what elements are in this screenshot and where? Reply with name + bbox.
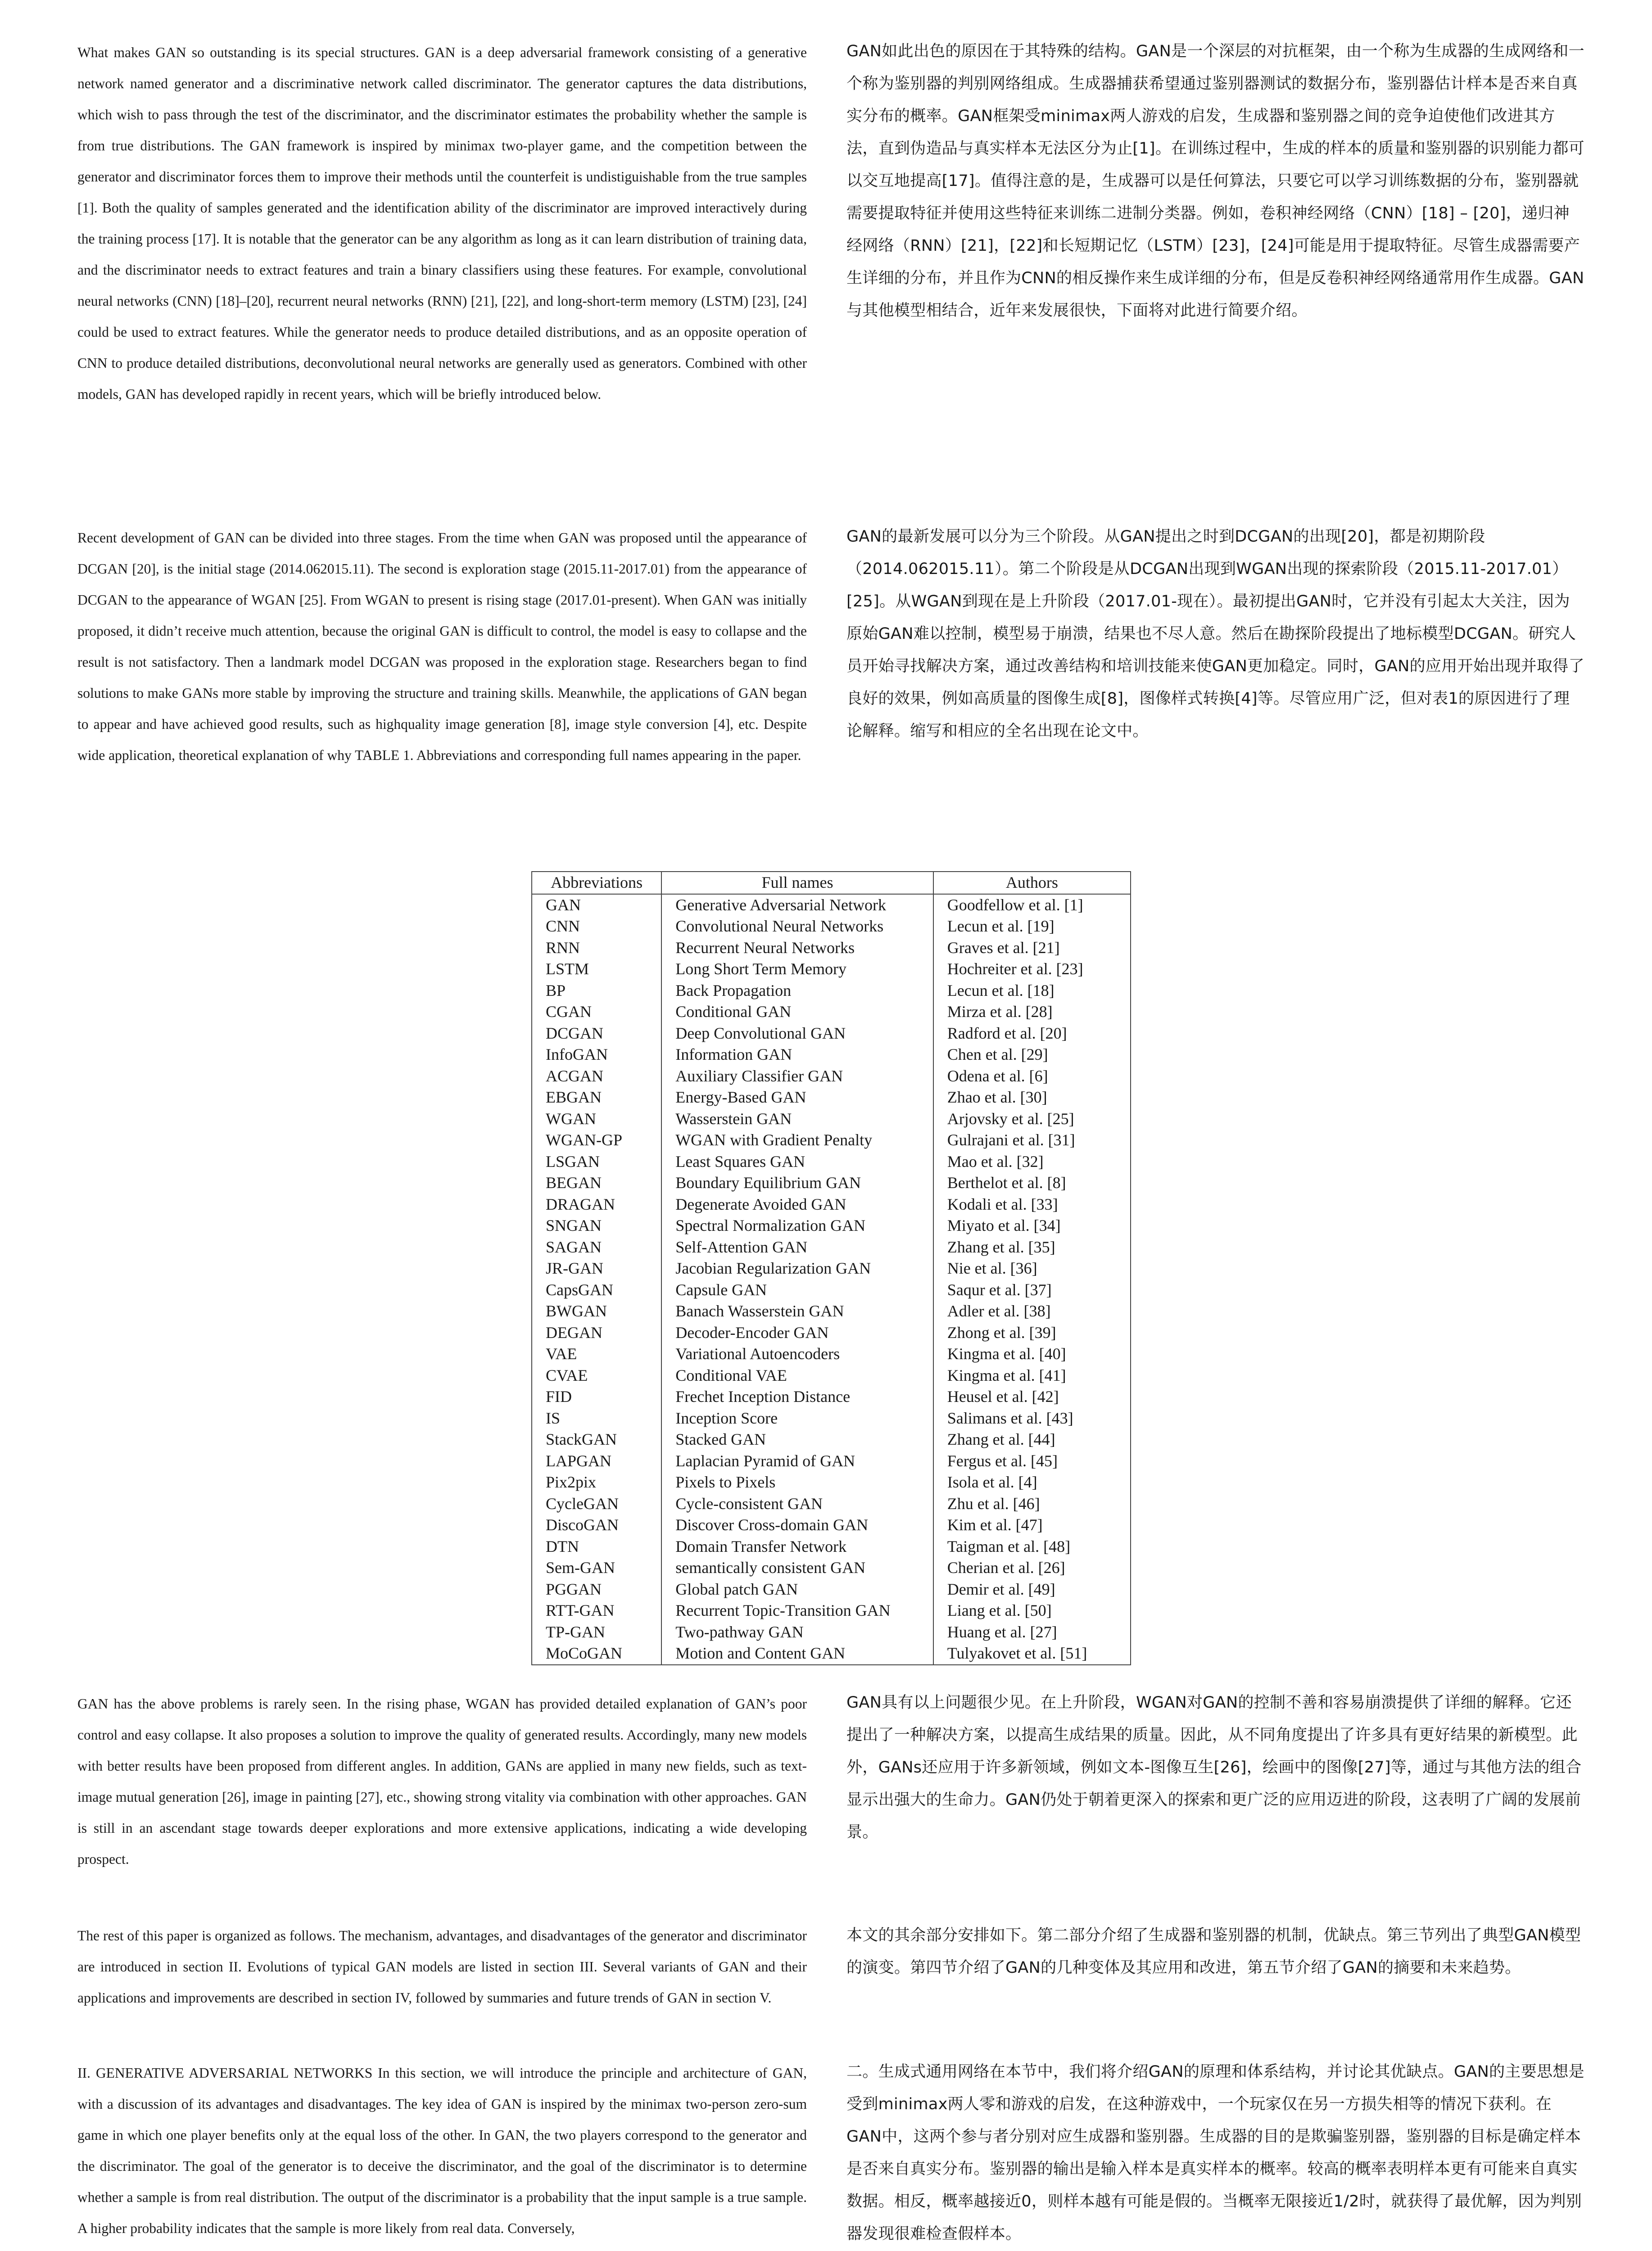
cell-full-name: Domain Transfer Network xyxy=(661,1536,933,1558)
cell-author: Kingma et al. [41] xyxy=(947,1366,1066,1384)
cell-author: Tulyakovet et al. [51] xyxy=(947,1644,1087,1662)
cell-full-name: Conditional VAE xyxy=(661,1365,933,1387)
cell-abbreviation: GAN xyxy=(532,894,661,916)
cell-abbreviation: InfoGAN xyxy=(532,1044,661,1066)
cell-author: Demir et al. [49] xyxy=(947,1580,1055,1598)
cell-full-name: Degenerate Avoided GAN xyxy=(661,1194,933,1216)
table-row xyxy=(532,1493,1131,1515)
paragraph-en-3: GAN has the above problems is rarely seen. In the rising phase, WGAN has provided detailed explanation of GAN’s poor control and easy collapse. It also proposes a solution to improve the quality of generated results. Accordingly, many new models with better results have been proposed from different angles. In addition, GANs are applied in many new fields, such as text-image mutual generation [26], image in painting [27], etc., showing strong vitality via combination with other approaches. GAN is still in an ascendant stage towards deeper explorations and more extensive applications, indicating a wide developing prospect. xyxy=(77,1696,807,1867)
cell-full-name: Energy-Based GAN xyxy=(661,1087,933,1108)
table-row xyxy=(532,1557,1131,1579)
table-row xyxy=(532,1108,1131,1130)
cell-full-name: Long Short Term Memory xyxy=(661,958,933,980)
table-row xyxy=(532,1536,1131,1558)
cell-author: Zhang et al. [35] xyxy=(947,1238,1055,1256)
table-row xyxy=(532,1172,1131,1194)
paragraph-zh-2: GAN的最新发展可以分为三个阶段。从GAN提出之时到DCGAN的出现[20]，都是初期阶段（2014.062015.11）。第二个阶段是从DCGAN出现到WGAN出现的探索阶段（2015.11-2017.01）[25]。从WGAN到现在是上升阶段（2017.01-现在）。最初提出GAN时，它并没有引起太大关注，因为原始GAN难以控制，模型易于崩溃，结果也不尽人意。然后在勘探阶段提出了地标模型DCGAN。研究人员开始寻找解决方案，通过改善结构和培训技能来使GAN更加稳定。同时，GAN的应用开始出现并取得了良好的效果，例如高质量的图像生成[8]，图像样式转换[4]等。尽管应用广泛，但对表1的原因进行了理论解释。缩写和相应的全名出现在论文中。 xyxy=(846,528,1584,740)
cell-abbreviation: CNN xyxy=(532,916,661,937)
cell-author: Arjovsky et al. [25] xyxy=(947,1109,1074,1128)
cell-abbreviation: LSTM xyxy=(532,958,661,980)
table-row xyxy=(532,1151,1131,1173)
cell-full-name: Cycle-consistent GAN xyxy=(661,1493,933,1515)
cell-abbreviation: CGAN xyxy=(532,1001,661,1023)
cell-abbreviation: WGAN xyxy=(532,1108,661,1130)
cell-author: Hochreiter et al. [23] xyxy=(947,960,1083,978)
cell-abbreviation: SNGAN xyxy=(532,1215,661,1237)
cell-abbreviation: FID xyxy=(532,1386,661,1408)
cell-abbreviation: BEGAN xyxy=(532,1172,661,1194)
paragraph-en-5: II. GENERATIVE ADVERSARIAL NETWORKS In this section, we will introduce the principle and architecture of GAN, with a discussion of its advantages and disadvantages. The key idea of GAN is inspired by the minimax two-person zero-sum game in which one player benefits only at the equal loss of the other. In GAN, the two players correspond to the generator and the discriminator. The goal of the generator is to deceive the discriminator, and the goal of the discriminator is to determine whether a sample is from real distribution. The output of the discriminator is a probability that the input sample is a true sample. A higher probability indicates that the sample is more likely from real data. Conversely, xyxy=(77,2065,807,2236)
table-header-abbreviations: Abbreviations xyxy=(532,872,661,894)
cell-author: Kingma et al. [40] xyxy=(947,1345,1066,1363)
table-row xyxy=(532,1044,1131,1066)
cell-author: Mao et al. [32] xyxy=(947,1152,1044,1171)
table-row xyxy=(532,1343,1131,1365)
paragraph-en-1: What makes GAN so outstanding is its special structures. GAN is a deep adversarial framework consisting of a generative network named generator and a discriminative network called discriminator. The generator captures the data distributions, which wish to pass through the test of the discriminator, and the discriminator estimates the probability whether the sample is from true distributions. The GAN framework is inspired by minimax two-player game, and the competition between the generator and discriminator forces them to improve their methods until the counterfeit is undistiguishable from the true samples [1]. Both the quality of samples generated and the identification ability of the discriminator are improved interactively during the training process [17]. It is notable that the generator can be any algorithm as long as it can learn distribution of training data, and the discriminator needs to extract features and train a binary classifiers using these features. For example, convolutional neural networks (CNN) [18]–[20], recurrent neural networks (RNN) [21], [22], and long-short-term memory (LSTM) [23], [24] could be used to extract features. While the generator needs to produce detailed distributions, and as an opposite operation of CNN to produce detailed distributions, deconvolutional neural networks are generally used as generators. Combined with other models, GAN has developed rapidly in recent years, which will be briefly introduced below. xyxy=(77,45,807,402)
cell-abbreviation: EBGAN xyxy=(532,1087,661,1108)
cell-abbreviation: DRAGAN xyxy=(532,1194,661,1216)
cell-author: Zhao et al. [30] xyxy=(947,1088,1047,1106)
cell-author: Goodfellow et al. [1] xyxy=(947,895,1083,914)
table-row xyxy=(532,1322,1131,1344)
table-row xyxy=(532,1600,1131,1622)
table-header-row xyxy=(532,872,1131,894)
cell-author: Isola et al. [4] xyxy=(947,1473,1037,1491)
table-row xyxy=(532,958,1131,980)
cell-author: Miyato et al. [34] xyxy=(947,1216,1061,1234)
table-row xyxy=(532,1622,1131,1643)
cell-author: Graves et al. [21] xyxy=(947,938,1060,957)
cell-full-name: Back Propagation xyxy=(661,980,933,1002)
paragraph-en-4: The rest of this paper is organized as follows. The mechanism, advantages, and disadvantages of the generator and discriminator are introduced in section II. Evolutions of typical GAN models are listed in section III. Several variants of GAN and their applications and improvements are described in section IV, followed by summaries and future trends of GAN in section V. xyxy=(77,1928,807,2006)
paragraph-zh-3: GAN具有以上问题很少见。在上升阶段，WGAN对GAN的控制不善和容易崩溃提供了详细的解释。它还提出了一种解决方案，以提高生成结果的质量。因此，从不同角度提出了许多具有更好结果的新模型。此外，GANs还应用于许多新领域，例如文本-图像互生[26]，绘画中的图像[27]等，通过与其他方法的组合显示出强大的生命力。GAN仍处于朝着更深入的探索和更广泛的应用迈进的阶段，这表明了广阔的发展前景。 xyxy=(846,1694,1582,1841)
cell-full-name: Deep Convolutional GAN xyxy=(661,1023,933,1044)
cell-author: Lecun et al. [19] xyxy=(947,917,1055,935)
cell-full-name: Stacked GAN xyxy=(661,1429,933,1451)
cell-author: Kim et al. [47] xyxy=(947,1516,1043,1534)
table-row xyxy=(532,937,1131,959)
table-row xyxy=(532,1237,1131,1258)
cell-abbreviation: SAGAN xyxy=(532,1237,661,1258)
table-row xyxy=(532,1279,1131,1301)
cell-author: Cherian et al. [26] xyxy=(947,1559,1065,1577)
cell-full-name: semantically consistent GAN xyxy=(661,1557,933,1579)
cell-full-name: Two-pathway GAN xyxy=(661,1622,933,1643)
cell-full-name: Frechet Inception Distance xyxy=(661,1386,933,1408)
cell-abbreviation: VAE xyxy=(532,1343,661,1365)
table-row xyxy=(532,916,1131,937)
cell-abbreviation: Pix2pix xyxy=(532,1472,661,1493)
table-row xyxy=(532,1429,1131,1451)
cell-full-name: Self-Attention GAN xyxy=(661,1237,933,1258)
cell-abbreviation: BP xyxy=(532,980,661,1002)
cell-full-name: Inception Score xyxy=(661,1408,933,1429)
cell-abbreviation: ACGAN xyxy=(532,1066,661,1087)
table-row xyxy=(532,1386,1131,1408)
cell-author: Lecun et al. [18] xyxy=(947,981,1055,999)
table-row xyxy=(532,1215,1131,1237)
cell-abbreviation: BWGAN xyxy=(532,1301,661,1322)
cell-author: Heusel et al. [42] xyxy=(947,1388,1059,1406)
cell-full-name: Motion and Content GAN xyxy=(661,1643,933,1665)
paragraph-zh-5: 二。生成式通用网络在本节中，我们将介绍GAN的原理和体系结构，并讨论其优缺点。GAN的主要思想是受到minimax两人零和游戏的启发，在这种游戏中，一个玩家仅在另一方损失相等的情况下获利。在GAN中，这两个参与者分别对应生成器和鉴别器。生成器的目的是欺骗鉴别器，鉴别器的目标是确定样本是否来自真实分布。鉴别器的输出是输入样本是真实样本的概率。较高的概率表明样本更有可能来自真实数据。相反，概率越接近0，则样本越有可能是假的。当概率无限接近1/2时，就获得了最优解，因为判别器发现很难检查假样本。 xyxy=(846,2063,1584,2243)
cell-abbreviation: DCGAN xyxy=(532,1023,661,1044)
cell-abbreviation: LAPGAN xyxy=(532,1451,661,1472)
cell-author: Taigman et al. [48] xyxy=(947,1537,1071,1555)
table-row xyxy=(532,1451,1131,1472)
table-header-authors: Authors xyxy=(933,872,1131,894)
cell-full-name: Wasserstein GAN xyxy=(661,1108,933,1130)
cell-full-name: Variational Autoencoders xyxy=(661,1343,933,1365)
cell-abbreviation: WGAN-GP xyxy=(532,1130,661,1151)
cell-full-name: Recurrent Neural Networks xyxy=(661,937,933,959)
cell-full-name: Conditional GAN xyxy=(661,1001,933,1023)
cell-abbreviation: MoCoGAN xyxy=(532,1643,661,1665)
paragraph-en-2: Recent development of GAN can be divided into three stages. From the time when GAN was proposed until the appearance of DCGAN [20], is the initial stage (2014.062015.11). The second is exploration stage (2015.11-2017.01) from the appearance of DCGAN to the appearance of WGAN [25]. From WGAN to present is rising stage (2017.01-present). When GAN was initially proposed, it didn’t receive much attention, because the original GAN is difficult to control, the model is easy to collapse and the result is not satisfactory. Then a landmark model DCGAN was proposed in the exploration stage. Researchers began to find solutions to make GANs more stable by improving the structure and training skills. Meanwhile, the applications of GAN began to appear and have achieved good results, such as highquality image generation [8], image style conversion [4], etc. Despite wide application, theoretical explanation of why TABLE 1. Abbreviations and corresponding full names appearing in the paper. xyxy=(77,530,807,763)
table-row xyxy=(532,1301,1131,1322)
cell-author: Chen et al. [29] xyxy=(947,1045,1048,1063)
cell-author: Nie et al. [36] xyxy=(947,1259,1037,1277)
table-row xyxy=(532,1579,1131,1600)
table-row xyxy=(532,1472,1131,1493)
cell-abbreviation: CycleGAN xyxy=(532,1493,661,1515)
cell-full-name: Pixels to Pixels xyxy=(661,1472,933,1493)
cell-abbreviation: JR-GAN xyxy=(532,1258,661,1279)
cell-abbreviation: LSGAN xyxy=(532,1151,661,1173)
table-row xyxy=(532,1408,1131,1429)
cell-author: Liang et al. [50] xyxy=(947,1601,1052,1619)
table-row xyxy=(532,1130,1131,1151)
table-row xyxy=(532,1066,1131,1087)
cell-full-name: Spectral Normalization GAN xyxy=(661,1215,933,1237)
cell-abbreviation: RTT-GAN xyxy=(532,1600,661,1622)
table-row xyxy=(532,980,1131,1002)
cell-full-name: WGAN with Gradient Penalty xyxy=(661,1130,933,1151)
paragraph-zh-1: GAN如此出色的原因在于其特殊的结构。GAN是一个深层的对抗框架，由一个称为生成器的生成网络和一个称为鉴别器的判别网络组成。生成器捕获希望通过鉴别器测试的数据分布，鉴别器估计样本是否来自真实分布的概率。GAN框架受minimax两人游戏的启发，生成器和鉴别器之间的竞争迫使他们改进其方法，直到伪造品与真实样本无法区分为止[1]。在训练过程中，生成的样本的质量和鉴别器的识别能力都可以交互地提高[17]。值得注意的是，生成器可以是任何算法，只要它可以学习训练数据的分布，鉴别器就需要提取特征并使用这些特征来训练二进制分类器。例如，卷积神经网络（CNN）[18] – [20]，递归神经网络（RNN）[21]，[22]和长短期记忆（LSTM）[23]，[24]可能是用于提取特征。尽管生成器需要产生详细的分布，并且作为CNN的相反操作来生成详细的分布，但是反卷积神经网络通常用作生成器。GAN与其他模型相结合，近年来发展很快，下面将对此进行简要介绍。 xyxy=(846,42,1584,320)
cell-author: Huang et al. [27] xyxy=(947,1623,1057,1641)
cell-abbreviation: PGGAN xyxy=(532,1579,661,1600)
cell-abbreviation: DiscoGAN xyxy=(532,1514,661,1536)
cell-full-name: Boundary Equilibrium GAN xyxy=(661,1172,933,1194)
cell-author: Mirza et al. [28] xyxy=(947,1003,1053,1021)
cell-full-name: Generative Adversarial Network xyxy=(661,894,933,916)
cell-author: Salimans et al. [43] xyxy=(947,1409,1073,1427)
cell-author: Gulrajani et al. [31] xyxy=(947,1131,1075,1149)
cell-abbreviation: IS xyxy=(532,1408,661,1429)
cell-author: Zhu et al. [46] xyxy=(947,1494,1040,1513)
cell-full-name: Banach Wasserstein GAN xyxy=(661,1301,933,1322)
cell-abbreviation: RNN xyxy=(532,937,661,959)
cell-author: Zhang et al. [44] xyxy=(947,1430,1055,1448)
cell-author: Saqur et al. [37] xyxy=(947,1280,1052,1299)
cell-full-name: Capsule GAN xyxy=(661,1279,933,1301)
table-row xyxy=(532,1643,1131,1665)
cell-author: Odena et al. [6] xyxy=(947,1067,1048,1085)
cell-full-name: Information GAN xyxy=(661,1044,933,1066)
cell-full-name: Convolutional Neural Networks xyxy=(661,916,933,937)
cell-abbreviation: StackGAN xyxy=(532,1429,661,1451)
cell-full-name: Recurrent Topic-Transition GAN xyxy=(661,1600,933,1622)
table-body xyxy=(532,894,1131,1665)
table-row xyxy=(532,1194,1131,1216)
cell-full-name: Global patch GAN xyxy=(661,1579,933,1600)
cell-author: Fergus et al. [45] xyxy=(947,1451,1058,1470)
cell-full-name: Discover Cross-domain GAN xyxy=(661,1514,933,1536)
cell-abbreviation: DEGAN xyxy=(532,1322,661,1344)
table-row xyxy=(532,1258,1131,1279)
table-header-full-names: Full names xyxy=(661,872,933,894)
paragraph-zh-4: 本文的其余部分安排如下。第二部分介绍了生成器和鉴别器的机制，优缺点。第三节列出了典型GAN模型的演变。第四节介绍了GAN的几种变体及其应用和改进，第五节介绍了GAN的摘要和未来趋势。 xyxy=(846,1926,1581,1977)
abbreviations-table xyxy=(531,871,1131,1665)
cell-abbreviation: TP-GAN xyxy=(532,1622,661,1643)
cell-full-name: Decoder-Encoder GAN xyxy=(661,1322,933,1344)
cell-author: Berthelot et al. [8] xyxy=(947,1174,1066,1192)
cell-full-name: Auxiliary Classifier GAN xyxy=(661,1066,933,1087)
table-row xyxy=(532,1087,1131,1108)
cell-abbreviation: CapsGAN xyxy=(532,1279,661,1301)
cell-abbreviation: DTN xyxy=(532,1536,661,1558)
table-row xyxy=(532,1023,1131,1044)
cell-author: Zhong et al. [39] xyxy=(947,1323,1056,1342)
cell-abbreviation: CVAE xyxy=(532,1365,661,1387)
cell-author: Adler et al. [38] xyxy=(947,1302,1051,1320)
cell-full-name: Least Squares GAN xyxy=(661,1151,933,1173)
cell-full-name: Jacobian Regularization GAN xyxy=(661,1258,933,1279)
cell-author: Kodali et al. [33] xyxy=(947,1195,1058,1213)
table-row xyxy=(532,1001,1131,1023)
cell-abbreviation: Sem-GAN xyxy=(532,1557,661,1579)
table-row xyxy=(532,1514,1131,1536)
cell-author: Radford et al. [20] xyxy=(947,1024,1067,1042)
cell-full-name: Laplacian Pyramid of GAN xyxy=(661,1451,933,1472)
table-row xyxy=(532,894,1131,916)
table-row xyxy=(532,1365,1131,1387)
